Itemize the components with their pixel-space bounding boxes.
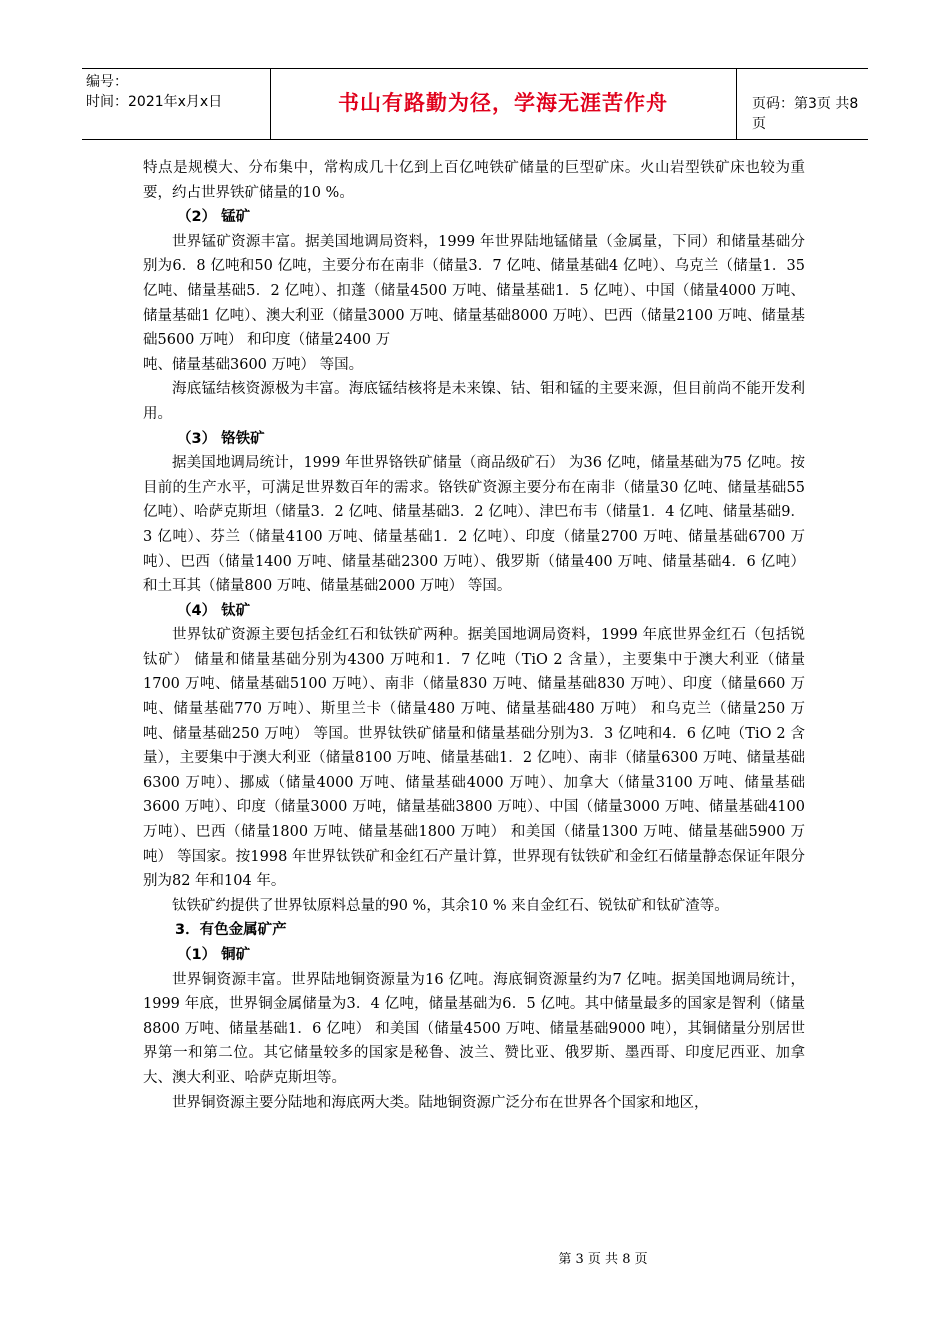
- body-paragraph: 世界锰矿资源丰富。据美国地调局资料，1999 年世界陆地锰储量（金属量，下同）和储量基础分别为6．8 亿吨和50 亿吨，主要分布在南非（储量3．7 亿吨、储量基础4 亿吨）、乌克兰（储量1．35 亿吨、储量基础5．2 亿吨）、扣蓬（储量4500 万吨、储量基础1．5 亿吨）、中国（储量4000 万吨、储量基础1 亿吨）、澳大利亚（储量3000 万吨、储量基础8000 万吨）、巴西（储量2100 万吨、储量基础5600 万吨） 和印度（储量2400 万: [143, 233, 805, 349]
- body-paragraph: 吨、储量基础3600 万吨） 等国。: [143, 356, 364, 373]
- body-paragraph: 世界铜资源丰富。世界陆地铜资源量为16 亿吨。海底铜资源量约为7 亿吨。据美国地调局统计，1999 年底，世界铜金属储量为3．4 亿吨，储量基础为6．5 亿吨。其中储量最多的国家是智利（储量8800 万吨、储量基础1．6 亿吨） 和美国（储量4500 万吨、储量基础9000 吨），其铜储量分别居世界第一和第二位。其它储量较多的国家是秘鲁、波兰、赞比亚、俄罗斯、墨西哥、印度尼西亚、加拿大、澳大利亚、哈萨克斯坦等。: [143, 971, 805, 1086]
- body-paragraph: 特点是规模大、分布集中，常构成几十亿到上百亿吨铁矿储量的巨型矿床。火山岩型铁矿床也较为重要，约占世界铁矿储量的10 %。: [143, 160, 805, 201]
- body-paragraph: 据美国地调局统计，1999 年世界铬铁矿储量（商品级矿石） 为36 亿吨，储量基础为75 亿吨。按目前的生产水平，可满足世界数百年的需求。铬铁矿资源主要分布在南非（储量30 亿吨、储量基础55 亿吨）、哈萨克斯坦（储量3．2 亿吨、储量基础3．2 亿吨）、津巴布韦（储量1．4 亿吨、储量基础9．3 亿吨）、芬兰（储量4100 万吨、储量基础1．2 亿吨）、印度（储量2700 万吨、储量基础6700 万吨）、巴西（储量1400 万吨、储量基础2300 万吨）、俄罗斯（储量400 万吨、储量基础4．6 亿吨） 和土耳其（储量800 万吨、储量基础2000 万吨） 等国。: [143, 455, 805, 595]
- page-footer: 第 3 页 共 8 页: [558, 1252, 648, 1267]
- section-heading: 3．有色金属矿产: [175, 922, 287, 939]
- body-paragraph: 世界铜资源主要分陆地和海底两大类。陆地铜资源广泛分布在世界各个国家和地区，: [172, 1094, 709, 1111]
- body-paragraph: 钛铁矿约提供了世界钛原料总量的90 %，其余10 % 来自金红石、锐钛矿和钛矿渣等。: [172, 897, 729, 914]
- header-date: 时间：2021年x月x日: [86, 94, 223, 110]
- header-page-info: 页码：第3页 共8页: [752, 96, 859, 132]
- section-subheading: （2） 锰矿: [177, 209, 251, 226]
- section-subheading: （3） 铬铁矿: [177, 430, 265, 447]
- serial-label: 编号：: [86, 74, 128, 90]
- header-meta: [86, 72, 266, 112]
- header-motto: 书山有路勤为径，学海无涯苦作舟: [338, 91, 668, 115]
- section-subheading: （1） 铜矿: [177, 947, 251, 963]
- body-paragraph: 海底锰结核资源极为丰富。海底锰结核将是未来镍、钴、钼和锰的主要来源，但目前尚不能开发利用。: [143, 381, 805, 422]
- document-body: [143, 156, 805, 1115]
- header-divider: [736, 69, 737, 139]
- page-header: [82, 68, 868, 140]
- section-subheading: （4） 钛矿: [177, 602, 251, 619]
- body-paragraph: 世界钛矿资源主要包括金红石和钛铁矿两种。据美国地调局资料，1999 年底世界金红石（包括锐钛矿） 储量和储量基础分别为4300 万吨和1．7 亿吨（TiO 2 含量），主要集中于澳大利亚（储量1700 万吨、储量基础5100 万吨）、南非（储量830 万吨、储量基础830 万吨）、印度（储量660 万吨、储量基础770 万吨）、斯里兰卡（储量480 万吨、储量基础480 万吨） 和乌克兰（储量250 万吨、储量基础250 万吨） 等国。世界钛铁矿储量和储量基础分别为3．3 亿吨和4．6 亿吨（TiO 2 含量），主要集中于澳大利亚（储量8100 万吨、储量基础1．2 亿吨）、南非（储量6300 万吨、储量基础6300 万吨）、挪威（储量4000 万吨、储量基础4000 万吨）、加拿大（储量3100 万吨、储量基础3600 万吨）、印度（储量3000 万吨，储量基础3800 万吨）、中国（储量3000 万吨、储量基础4100 万吨）、巴西（储量1800 万吨、储量基础1800 万吨） 和美国（储量1300 万吨、储量基础5900 万吨） 等国家。按1998 年世界钛铁矿和金红石产量计算，世界现有钛铁矿和金红石储量静态保证年限分别为82 年和104 年。: [143, 627, 805, 890]
